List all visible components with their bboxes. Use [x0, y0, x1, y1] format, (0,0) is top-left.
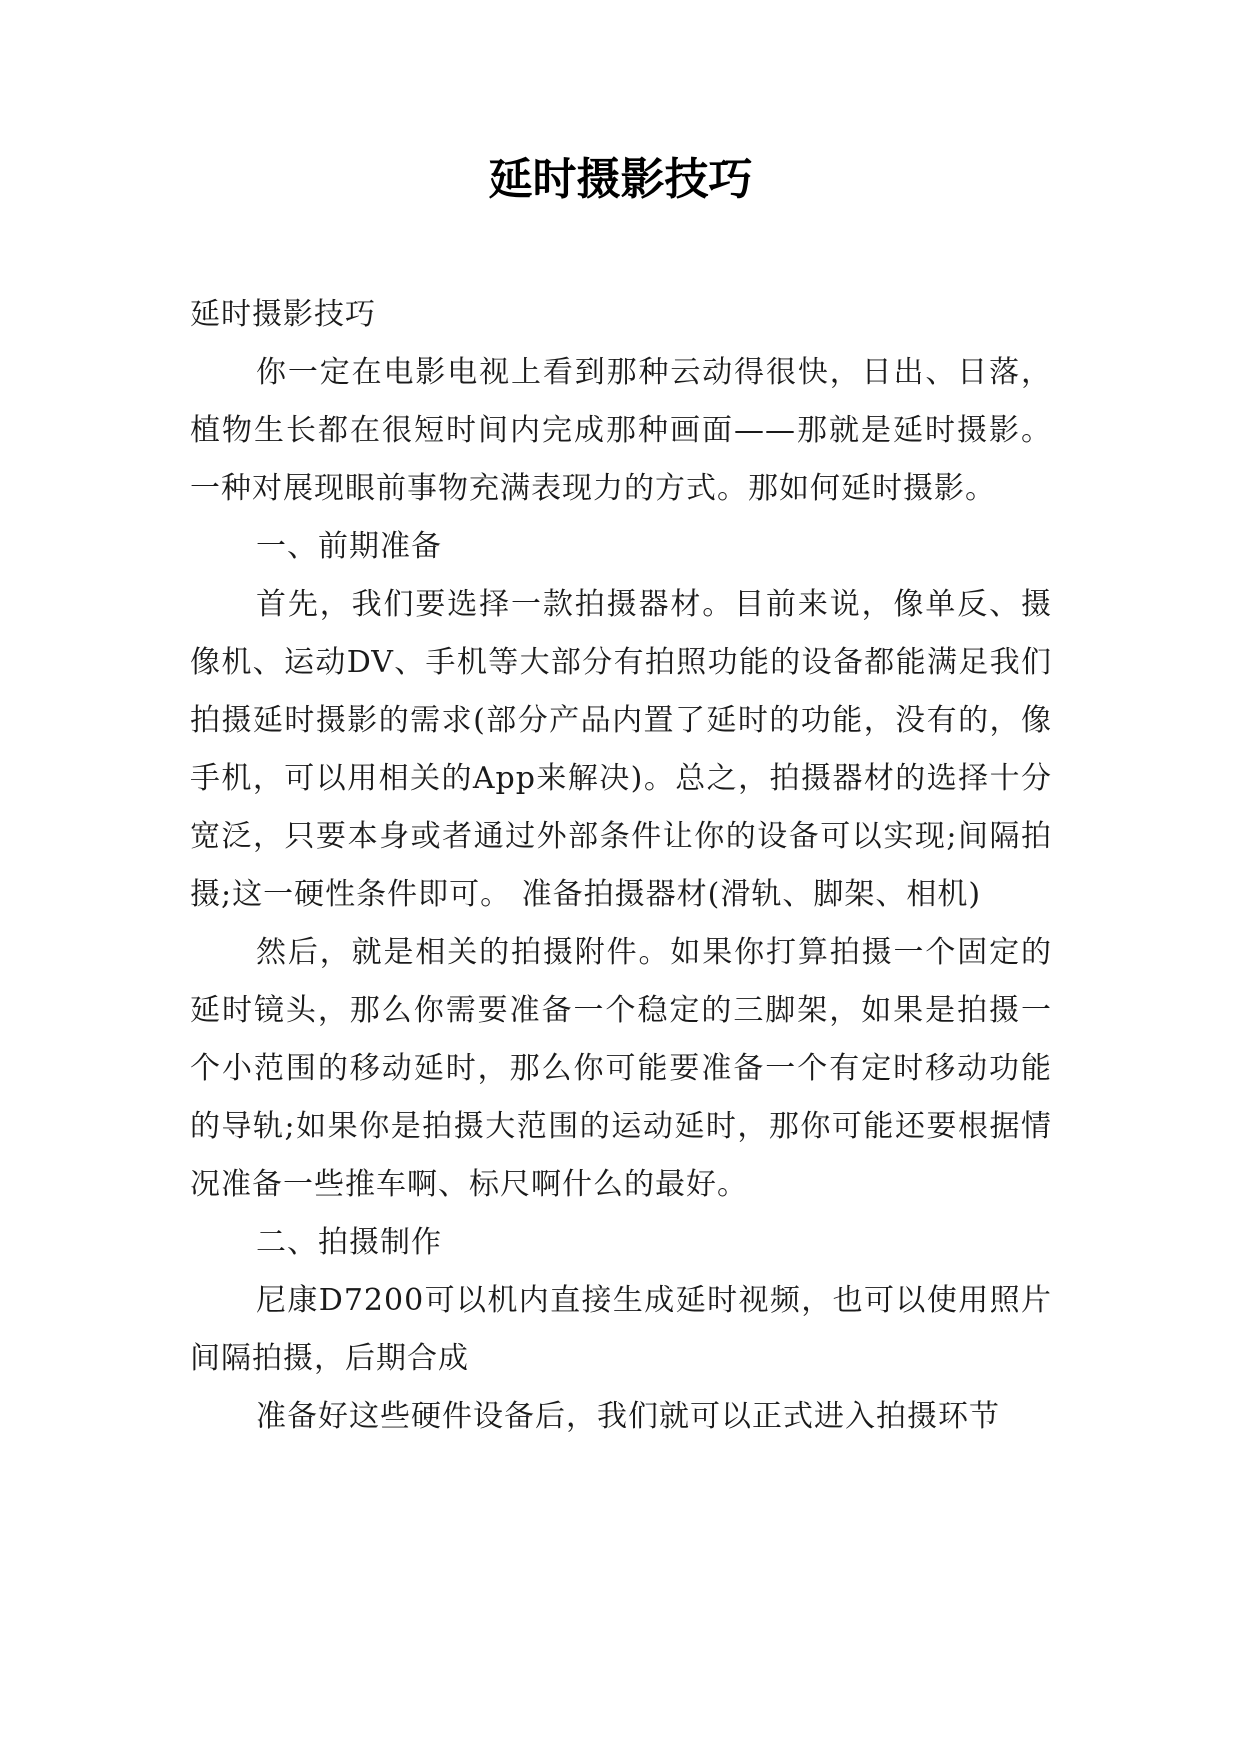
document-body: [190, 286, 1052, 1446]
body-heading: 延时摄影技巧: [190, 297, 376, 332]
paragraph-nikon: 尼康D7200可以机内直接生成延时视频，也可以使用照片间隔拍摄，后期合成: [190, 1283, 1052, 1376]
paragraph-intro: 你一定在电影电视上看到那种云动得很快，日出、日落，植物生长都在很短时间内完成那种画面——那就是延时摄影。一种对展现眼前事物充满表现力的方式。那如何延时摄影。: [190, 355, 1052, 506]
paragraph-ready: 准备好这些硬件设备后，我们就可以正式进入拍摄环节: [256, 1399, 1000, 1434]
paragraph-accessories: 然后，就是相关的拍摄附件。如果你打算拍摄一个固定的延时镜头，那么你需要准备一个稳定的三脚架，如果是拍摄一个小范围的移动延时，那么你可能要准备一个有定时移动功能的导轨;如果你是拍摄大范围的运动延时，那你可能还要根据情况准备一些推车啊、标尺啊什么的最好。: [190, 935, 1052, 1202]
section-heading-shooting: 二、拍摄制作: [256, 1225, 442, 1260]
paragraph-equipment: 首先，我们要选择一款拍摄器材。目前来说，像单反、摄像机、运动DV、手机等大部分有拍照功能的设备都能满足我们拍摄延时摄影的需求(部分产品内置了延时的功能，没有的，像手机，可以用相关的App来解决)。总之，拍摄器材的选择十分宽泛，只要本身或者通过外部条件让你的设备可以实现;间隔拍摄;这一硬性条件即可。 准备拍摄器材(滑轨、脚架、相机): [190, 587, 1052, 912]
document-title: 延时摄影技巧: [488, 154, 753, 205]
section-heading-preparation: 一、前期准备: [256, 529, 442, 564]
